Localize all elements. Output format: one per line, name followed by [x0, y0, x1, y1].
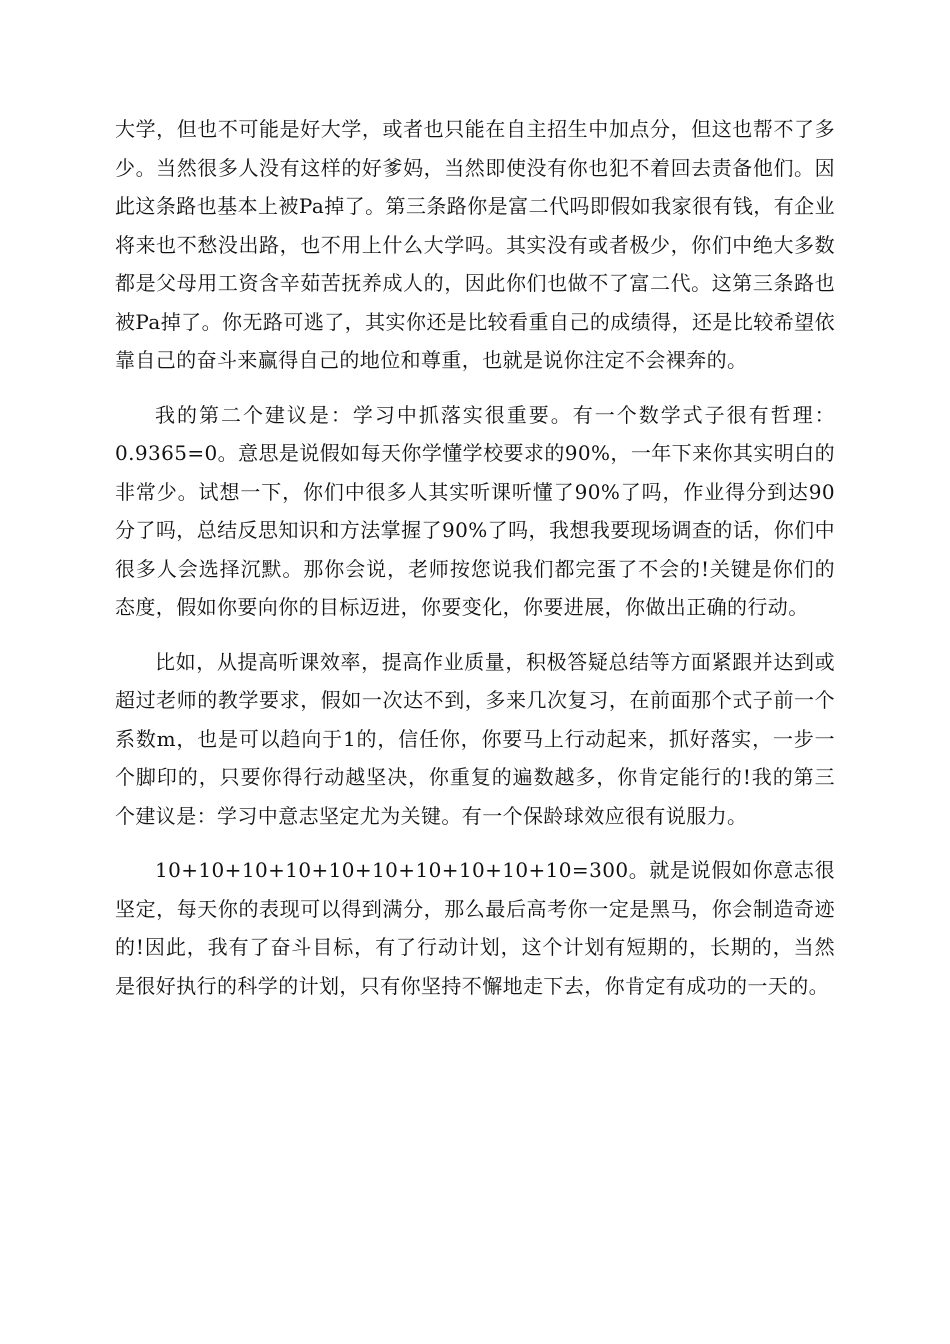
document-body [115, 110, 835, 1005]
paragraph-1: 大学，但也不可能是好大学，或者也只能在自主招生中加点分，但这也帮不了多少。当然很多人没有这样的好爹妈，当然即使没有你也犯不着回去责备他们。因此这条路也基本上被Pa掉了。第三条路你是富二代吗即假如我家很有钱，有企业将来也不愁没出路，也不用上什么大学吗。其实没有或者极少，你们中绝大多数都是父母用工资含辛茹苦抚养成人的，因此你们也做不了富二代。这第三条路也被Pa掉了。你无路可逃了，其实你还是比较看重自己的成绩得，还是比较希望依靠自己的奋斗来赢得自己的地位和尊重，也就是说你注定不会裸奔的。 [115, 117, 835, 372]
paragraph-4: 10+10+10+10+10+10+10+10+10+10=300。就是说假如你意志很坚定，每天你的表现可以得到满分，那么最后高考你一定是黑马，你会制造奇迹的!因此，我有了奋斗目标，有了行动计划，这个计划有短期的，长期的，当然是很好执行的科学的计划，只有你坚持不懈地走下去，你肯定有成功的一天的。 [115, 858, 835, 998]
paragraph-3: 比如，从提高听课效率，提高作业质量，积极答疑总结等方面紧跟并达到或超过老师的教学要求，假如一次达不到，多来几次复习，在前面那个式子前一个系数m，也是可以趋向于1的，信任你，你要马上行动起来，抓好落实，一步一个脚印的，只要你得行动越坚决，你重复的遍数越多，你肯定能行的!我的第三个建议是：学习中意志坚定尤为关键。有一个保龄球效应很有说服力。 [115, 649, 835, 828]
paragraph-2: 我的第二个建议是：学习中抓落实很重要。有一个数学式子很有哲理：0.9365=0。意思是说假如每天你学懂学校要求的90%，一年下来你其实明白的非常少。试想一下，你们中很多人其实听课听懂了90%了吗，作业得分到达90分了吗，总结反思知识和方法掌握了90%了吗，我想我要现场调查的话，你们中很多人会选择沉默。那你会说，老师按您说我们都完蛋了不会的!关键是你们的态度，假如你要向你的目标迈进，你要变化，你要进展，你做出正确的行动。 [115, 402, 835, 619]
